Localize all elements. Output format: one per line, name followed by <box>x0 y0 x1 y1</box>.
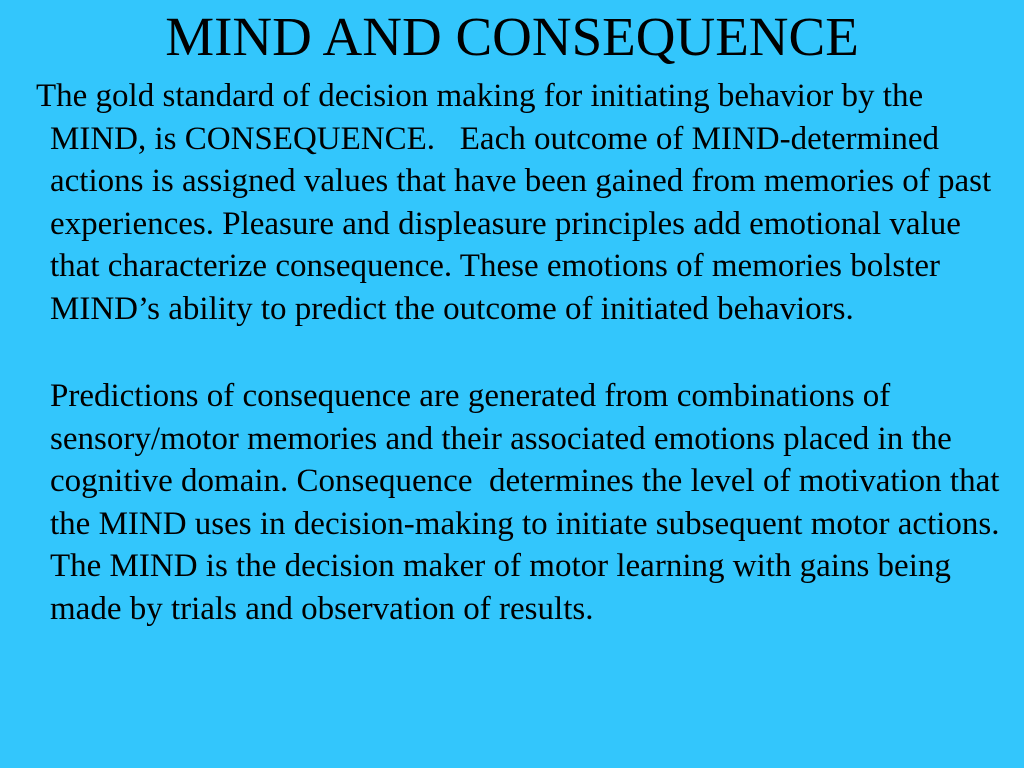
slide-title: MIND AND CONSEQUENCE <box>165 6 859 67</box>
body-paragraph-2: Predictions of consequence are generated from combinations of sensory/motor memories and their associated emotions placed in the cognitive domain. Consequence determines the level of motivation that the MIND uses in decision-making to initiate subsequent motor actions. The MIND is the decision maker of motor learning with gains being made by trials and observation of results. <box>50 378 1008 627</box>
body-paragraph-1: The gold standard of decision making for initiating behavior by the MIND, is CONSEQUENCE. Each outcome of MIND-determined actions is assigned values that have been gained from memories of past experiences. Pleasure and displeasure principles add emotional value that characterize consequence. These emotions of memories bolster MIND’s ability to predict the outcome of initiated behaviors. <box>36 78 1000 327</box>
slide-body <box>36 75 1011 630</box>
